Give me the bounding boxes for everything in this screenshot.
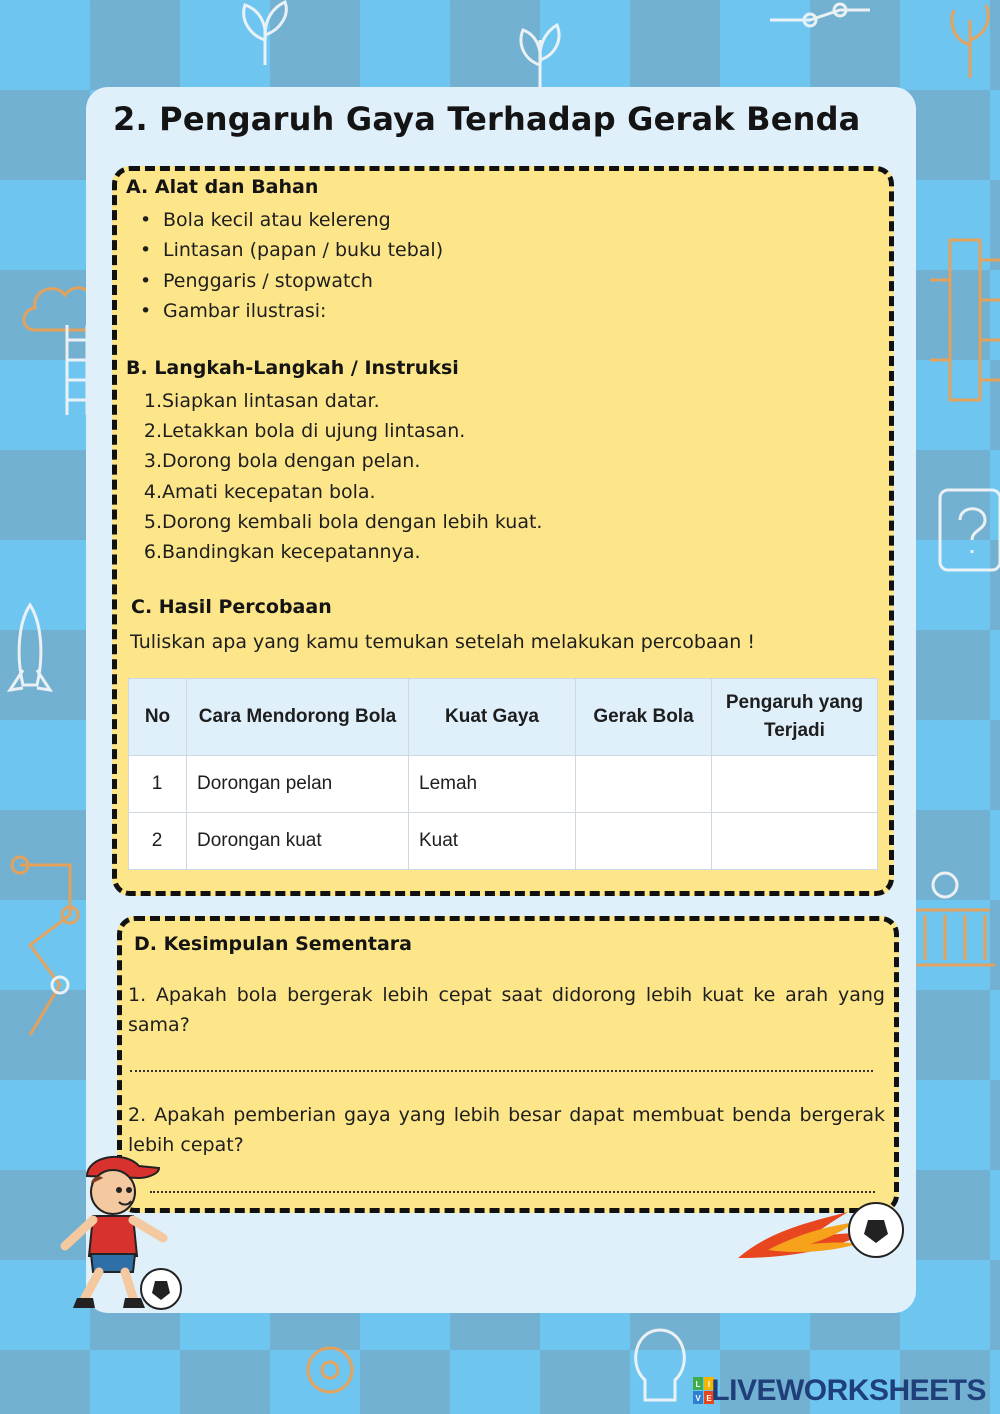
list-item — [140, 386, 542, 416]
ball-motion-answer-cell[interactable] — [576, 813, 712, 870]
bulb-icon — [620, 1320, 700, 1414]
effect-answer-cell[interactable] — [712, 813, 878, 870]
push-method-cell: Dorongan pelan — [187, 756, 409, 813]
force-strength-cell: Kuat — [409, 813, 576, 870]
table-row — [129, 813, 878, 870]
gear-icon — [285, 1320, 375, 1414]
results-table — [128, 678, 878, 870]
list-item: • Gambar ilustrasi: — [140, 296, 443, 326]
column-header: Pengaruh yang Terjadi — [712, 679, 878, 756]
list-item — [140, 507, 542, 537]
step-text: Dorong bola dengan pelan. — [162, 450, 421, 473]
step-number: 3. — [143, 450, 162, 473]
network-icon — [0, 855, 90, 1055]
question-2: 2. Apakah pemberian gaya yang lebih besar dapat membuat benda bergerak lebih cepat? — [128, 1104, 885, 1156]
section-b-heading: B. Langkah-Langkah / Instruksi — [126, 357, 459, 379]
table-header-row — [129, 679, 878, 756]
section-d-heading: D. Kesimpulan Sementara — [134, 933, 412, 955]
step-number: 1. — [143, 390, 162, 412]
question-book-icon — [930, 485, 1000, 585]
column-header: Cara Mendorong Bola — [187, 679, 409, 756]
ball-motion-answer-cell[interactable] — [576, 756, 712, 813]
fireball-ball-illustration — [738, 1192, 908, 1272]
step-number: 6. — [143, 540, 162, 563]
column-header: Gerak Bola — [576, 679, 712, 756]
list-item: • Penggaris / stopwatch — [140, 266, 443, 296]
plant-icon — [940, 0, 1000, 80]
logo-letter: E — [706, 1394, 712, 1403]
step-number: 2. — [143, 420, 162, 443]
section-c-heading: C. Hasil Percobaan — [131, 596, 332, 618]
rocket-icon — [5, 600, 55, 710]
force-strength-cell: Lemah — [409, 756, 576, 813]
list-item — [140, 537, 542, 567]
conclusion-box — [117, 916, 899, 1213]
column-header: Kuat Gaya — [409, 679, 576, 756]
steps-list — [140, 386, 542, 567]
list-item: • Lintasan (papan / buku tebal) — [140, 235, 443, 265]
push-method-cell: Dorongan kuat — [187, 813, 409, 870]
liveworksheets-brand[interactable]: LIVEWORKSHEETS — [711, 1374, 986, 1407]
step-text: Bandingkan kecepatannya. — [162, 540, 421, 563]
museum-icon — [905, 860, 1000, 980]
step-text: Siapkan lintasan datar. — [162, 390, 380, 412]
instruction-text: Tuliskan apa yang kamu temukan setelah melakukan percobaan ! — [130, 631, 755, 653]
plant-icon — [505, 20, 575, 90]
step-number: 5. — [143, 510, 162, 533]
question-1: 1. Apakah bola bergerak lebih cepat saat didorong lebih kuat ke arah yang sama? — [128, 984, 885, 1036]
step-text: Letakkan bola di ujung lintasan. — [162, 420, 466, 443]
list-item — [140, 477, 542, 507]
column-header: No — [129, 679, 187, 756]
step-number: 4. — [143, 480, 162, 503]
table-row — [129, 756, 878, 813]
row-number: 2 — [129, 813, 187, 870]
list-item — [140, 446, 542, 476]
step-text: Amati kecepatan bola. — [162, 480, 376, 503]
list-item — [140, 416, 542, 446]
step-text: Dorong kembali bola dengan lebih kuat. — [162, 510, 543, 533]
effect-answer-cell[interactable] — [712, 756, 878, 813]
circuit-icon — [930, 220, 1000, 420]
plant-icon — [225, 0, 305, 70]
molecule-icon — [760, 0, 880, 40]
materials-list — [140, 205, 443, 326]
boy-kicking-ball-illustration — [55, 1148, 190, 1318]
list-item: • Bola kecil atau kelereng — [140, 205, 443, 235]
section-a-heading: A. Alat dan Bahan — [126, 176, 319, 198]
logo-letter: L — [695, 1380, 701, 1389]
answer-line-1[interactable] — [130, 1070, 873, 1072]
page-title: 2. Pengaruh Gaya Terhadap Gerak Benda — [113, 100, 861, 138]
row-number: 1 — [129, 756, 187, 813]
logo-letter: I — [707, 1380, 711, 1389]
logo-letter: V — [695, 1394, 701, 1403]
